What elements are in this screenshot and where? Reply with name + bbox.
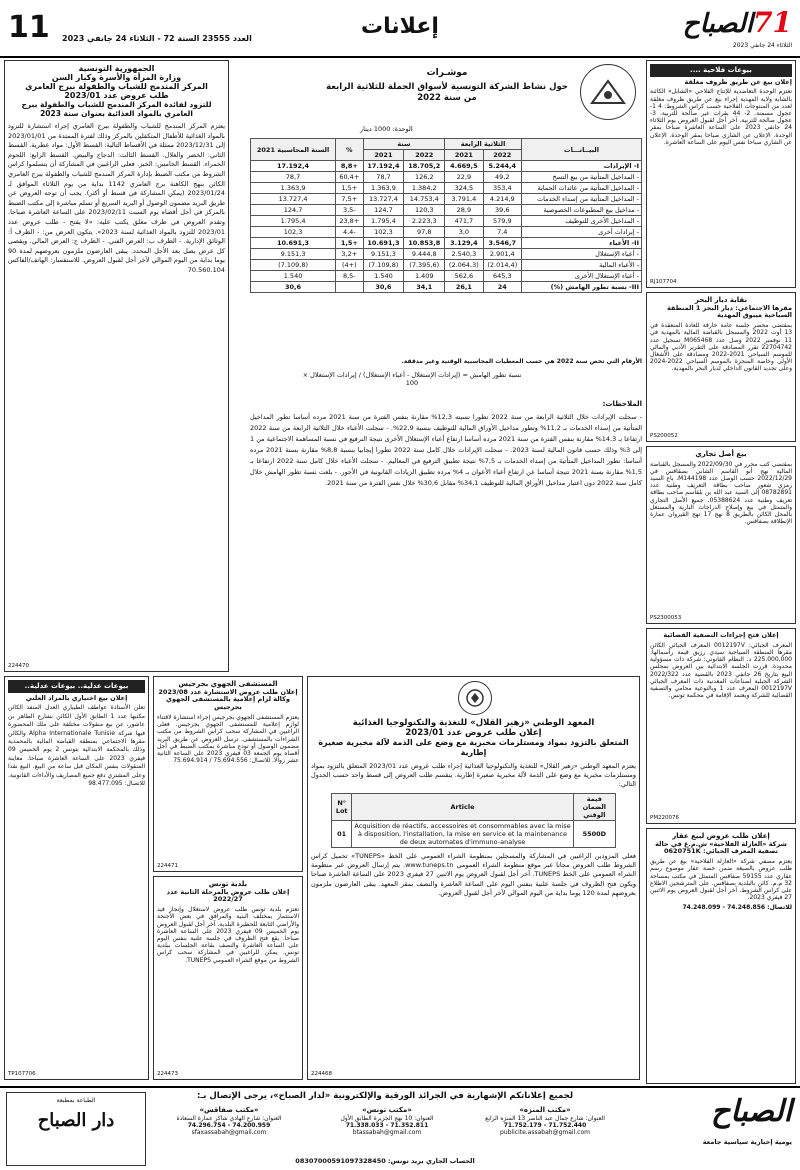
indicator-value: 13.727,4 (363, 194, 404, 205)
right-column (646, 60, 796, 1080)
property-sale-contact: للاتصال: 74.248.856 - 74.248.099 (682, 904, 792, 912)
indicator-value: +1,5 (336, 183, 363, 194)
indicator-value: (7.395,6) (404, 260, 445, 271)
institute-tender-box (307, 676, 640, 1080)
indicator-value: 9.151,3 (251, 249, 336, 260)
indicator-value: 645,3 (483, 271, 521, 282)
indicator-value: 97,8 (404, 227, 445, 238)
indicators-formula: نسبة تطور الهامش = (إيرادات الإستغلال - أعباء الإستغلال) / إيرادات الإستغلال × 100 (302, 371, 522, 387)
indicator-value: (7.109,8) (363, 260, 404, 271)
institute-logo (458, 681, 492, 715)
indicator-value: (+4) (336, 260, 363, 271)
indicator-value: 3.129,4 (445, 238, 483, 249)
footer-print: الطباعة بمطبعة (56, 1097, 96, 1104)
business-sale-text: بمقتضى كتب محرر في 2022/09/30 والمسجل بالقباضة المالية نهج أبو القاسم الشابي بصفاقس في 2022/12/29 حسب الوصل عدد M144198، باع السيد رمزي شعور صاحب بطاقة التعريف وطنية عدد 08782891 إلى السيد عبد الله بن بلقاسم صاحب بطاقة تعريف وطنية عدد 05388624، جميع الأصل التجاري والمتمثل في بيع وإصلاح الدراجات النارية والمستغل بالمحل الكائن بالطريق 8 نهج 17 نهج القيروان عمارة الإنطلاقة بصفاقس. (650, 460, 793, 526)
hospital-box (153, 676, 303, 872)
indicator-value: 102,3 (363, 227, 404, 238)
agri-sale-sub: إعلان بيع عن طريق ظروف مغلقة (684, 77, 792, 86)
indicator-value: 1.409 (404, 271, 445, 282)
indicator-value: 5.244,4 (483, 161, 521, 172)
indicator-value: 124,7 (251, 205, 336, 216)
indicator-value: 9.151,3 (363, 249, 404, 260)
indicator-value: 30,6 (251, 282, 336, 293)
indicator-value: 1.363,9 (363, 183, 404, 194)
page-number: 11 (8, 10, 50, 45)
logo-text: الصباح (682, 9, 754, 39)
agri-sale-title: بيوعات فلاحية .... (650, 64, 792, 77)
newspaper-logo (672, 6, 792, 40)
hospital-sub: إعلان طلب عروض الاستشارة عدد 2023/08 (158, 687, 298, 696)
indicator-value: +23,8 (336, 216, 363, 227)
th-year: سنة (363, 139, 445, 150)
indicator-value: 28,9 (445, 205, 483, 216)
inst-guarantee: 5500D (573, 821, 615, 848)
office2-title: «مكتب تونس» (362, 1106, 412, 1114)
office1-addr: العنوان: شارع جمال عبد الناصر 13 المنزه الرابع (485, 1114, 605, 1122)
th-y-2022: 2022 (404, 150, 445, 161)
ministry-republic: الجمهورية التونسية (78, 64, 155, 73)
office-menzah (470, 1106, 620, 1136)
indicator-value: +1,5 (336, 238, 363, 249)
office2-email[interactable]: btassabah@gmail.com (352, 1129, 422, 1136)
judicial-sale-title: بيوعات عدلية.. بيوعات عدلية.. (8, 680, 145, 693)
indicator-label: II- الأعباء (522, 238, 642, 249)
agri-sale-ref: RJ107704 (650, 279, 677, 285)
footer-tagline: يومية إخبارية سياسية جامعة (702, 1138, 792, 1146)
indicator-value: -8,5 (336, 271, 363, 282)
indicator-value: +3,2 (336, 249, 363, 260)
footer-print2: دار الصباح (37, 1110, 115, 1132)
indicator-label: - المداخيل المتأتية من بيع التسخ (522, 172, 642, 183)
indicator-row (251, 249, 642, 260)
judicial-sale-text: تعلن الأستاذة عواطف الطيباري العدل المنفذ الكائن مكتبها عدد 1 الطابق الأول الكائن بشارع الطاهر بن عاشور، عن بيع منقولات مختلفة على ملك المحضورة فيها شركة Alpha Internationale Tunisie والكائن مقرها الاجتماعي بمنطقة القباضة المالية بالمحمدية وذلك بالمحكمة الابتدائية بتونس 2 يوم الخميس 09 فيفري 2023 على الساعة العاشرة صباحا. معاينة المنقولات بنفس المكان قبل ساعة من البيع. البيع نقدا وعلى المشتري دفع جميع المصاريف والأداءات القانونية. للاتصال: 98.477.095 (8, 704, 146, 788)
institute-table (331, 793, 616, 848)
business-sale-ref: PS2300053 (650, 615, 682, 621)
logo-number: 71 (753, 6, 792, 39)
footer-logo-block (632, 1094, 792, 1147)
inst-th-lot: N° Lot (332, 794, 352, 821)
indicator-value: 2.540,3 (445, 249, 483, 260)
business-sale-box (646, 446, 796, 624)
hospital-title: المستشفى الجهوي بجرجيس (178, 680, 278, 688)
liquidation-text: المعرف الجبائي: 0012197V المعرف الجبائي الكائن مقرها المنطقة السياحية سيدي رزيق قيمة رأسمالها: 225.000,000 د. النظام القانوني: شركة ذات مسؤولية محدودة. قررت الجلسة الابتدائية بين العروض بمجلس البيع بتاريخ 26 جانفي 2023 بالقضية عدد 2022/322 الشركة الجبلية لصناعات المعدنية ذات المعرف الجبائي 0012197V المعرف عدد 1 وبالنوعية محامي والتصفية القضائية للشركة ويعتمد الإقامة في محكمة تونس. (650, 641, 793, 700)
syndicate-ref: PS200052 (650, 433, 678, 439)
th-pct: % (336, 139, 363, 161)
company-logo (580, 64, 636, 120)
syndicate-box (646, 292, 796, 442)
indicator-value: 26,1 (445, 282, 483, 293)
institute-subject: المتعلق بالتزود بمواد ومستلزمات مخبرية مع وضع على الذمة لآلة مخبرية صغيرة إطارية (318, 738, 629, 757)
indicator-value: 126,2 (404, 172, 445, 183)
office-sfax (154, 1106, 304, 1136)
issue-line: العدد 23555 السنة 72 - الثلاثاء 24 جانفي 2023 (62, 34, 252, 43)
indicator-value: +7,5 (336, 194, 363, 205)
indicator-value: 10.853,8 (404, 238, 445, 249)
agri-sale-text: تعتزم الوحدة التعاضدية للإنتاج الفلاحي «الشابل» الكائنة بالشابة ولاية المهدية إجراء بيع عن طريق ظروف مغلقة لعدد من المنتوجات الفلاحية حسب كراس الشروط: 4 1- عجول مسمنة. 2- 44 بقرات غير صالحة للتربية. 3- عجول صالحة للتربية. آخر أجل لقبول العروض يوم الثلاثاء 24 جانفي 2023 على الساعة العاشرة صباحا بمقر الوحدة. الإعلان عن الشاري صباحا بمقر الوحدة. الإعلان عن الشاري صباحا نفس اليوم على الساعة العاشرة. (650, 88, 793, 146)
th-q4: الثلاثية الرابعة (445, 139, 522, 150)
property-sale-sub: شركة «العازلة الفلاحية» ش.م.ع في حالة تصفية المعرف الجبائي: 0620751K (655, 839, 787, 856)
indicator-row (251, 271, 642, 282)
indicator-row (251, 216, 642, 227)
indicator-row (251, 260, 642, 271)
liquidation-box (646, 628, 796, 824)
office2-addr: العنوان: 10 نهج الجزيرة الطابق الأول (340, 1114, 434, 1122)
indicator-value: 10.691,3 (251, 238, 336, 249)
office3-title: «مكتب صفاقس» (199, 1106, 259, 1114)
footer-account: الحساب الجاري بريد تونس: 08307000591097328450 (295, 1157, 475, 1165)
institute-tender-no: إعلان طلب عروض عدد 2023/01 (405, 728, 542, 738)
footer (0, 1086, 800, 1170)
indicator-value: 471,7 (445, 216, 483, 227)
indicator-label: - أعباء الإستغلال (522, 249, 642, 260)
municipality-sub: إعلان طلب عروض بالمرحلة الثانية عدد 2022/27 (166, 887, 290, 904)
indicator-row (251, 282, 642, 293)
institute-text: فعلى المزودين الراغبين في المشاركة والمسجلين بمنظومة الشراء العمومي على الخط «TUNEPS» تحميل كراس الشروط طلب العروض مجانا عبر موقع منظومة الشراء العمومي www.tuneps.tn. يتم إرسال العروض عبر منظومة الشراء العمومي على الخط TUNEPS. آخر أجل لقبول العروض يوم الاثنين 27 فيفري 2023 على الساعة العاشرة صباحا ويكون فتح الظروف في جلسة علنية بنفس اليوم على الساعة العاشرة والنصف بمقر المعهد. يبقى العارضون ملزمون بعروضهم لمدة 120 يوما بداية من اليوم الموالي لآخر أجل لقبول العروض. (311, 852, 636, 897)
liquidation-ref: PM220076 (650, 815, 680, 821)
office3-phone: 74.296.754 - 74.200.959 (187, 1121, 271, 1129)
indicators-note: الأرقام التي تخص سنة 2022 هي حسب المعطيات المحاسبية الوقتية وغير مدققة. (401, 358, 642, 365)
footer-headline: لجميع إعلاناتكم الإشهارية في الجرائد الورقية والإلكترونية «لدار الصباح»، يرجى الإتصال بـ: (196, 1091, 574, 1101)
indicator-value: 3,0 (445, 227, 483, 238)
institute-ref: 224468 (311, 1071, 332, 1077)
ministry-name: وزارة المرأة والأسرة وكبار السن (51, 73, 182, 82)
indicator-value: 1.384,2 (404, 183, 445, 194)
indicator-row (251, 227, 642, 238)
indicator-value: 78,7 (251, 172, 336, 183)
notes-text: - سجلت الإيرادات خلال الثلاثية الرابعة من سنة 2022 تطورا نسبته 12,3% مقارنة بنفس الفترة من سنة 2021 مرده أساسا تطور المداخيل المتأتية من إسداء الخدمات بـ 11,2% وتطور مداخيل الأوراق المالية للتوظيف بنسبة 22,9%. - سجلت الأعباء خلال الثلاثية الرابعة من سنة 2022 ارتفاعا بـ 14,3% مقارنة بنفس الفترة من سنة 2021 مرده أساسا ارتفاع أعباء الإستغلال الأخرى نتيجة الترفيع في نسبة المساهمة الاجتماعية من 1 إلى 3% وذلك حسب قانون المالية لسنة 2023. - سجلت الإيرادات خلال كامل سنة 2022 تطورا إيجابيا بنسبة 8,8% مقارنة بسنة 2021 مرده أساسا: تطور المداخيل المتأتية من إسداء الخدمات بـ 7,5% نتيجة تطبيق الترفيع في المعاليم. - سجلت الأعباء خلال كامل سنة 2022 ارتفاعا بـ 1,5% مقارنة بسنة 2021 نتيجة أساسا عن ارتفاع أعباء الأعوان بـ 4% مرده تطبيق الزيادات القانونية في الأجور. - بلغت نسبة تطور الهامش خلال كامل سنة 2022 دون اعتبار مداخيل الأوراق المالية للتوظيف 34,1% مقابل 30,6% خلال نفس الفترة من سنة 2021. (250, 413, 643, 487)
indicator-value: 13.727,4 (251, 194, 336, 205)
indicator-value: 34,1 (404, 282, 445, 293)
ministry-tender-box (4, 60, 229, 672)
syndicate-text: بمقتضى محضر جلسة عامة خارقة للعادة المنعقدة في 13 أوت 2022 والمسجل بالقباضة المالية بالمهدية في 11 نوفمبر 2022 وصل عدد M065468 تسجيل عدد 22704742 تقرر المصادقة على التقرير الأدبي والمالي للموسم السياحي 2021-2022 ومصادقة على الأشغال الأولى وخاصة المنجزة بالموسم السياحي 2022-2024 وعلى تجديد القانون الداخلي لديار البحر بالمهدية. (650, 322, 793, 373)
property-sale-box (646, 828, 796, 1084)
indicator-value: 1.540 (363, 271, 404, 282)
indicator-value: (2.014,4) (483, 260, 521, 271)
indicator-label: - أعباء الإستغلال الأخرى (522, 271, 642, 282)
hospital-ref: 224471 (157, 863, 178, 869)
indicator-value (336, 282, 363, 293)
indicator-label: - المداخيل الأخرى للتوظيف (522, 216, 642, 227)
ministry-subject: للتزود لفائدة المركز المندمج للشباب والطفولة ببرج العامري بالمواد الغذائية بعنوان سنة 2023 (21, 100, 212, 118)
indicator-value: +8,8 (336, 161, 363, 172)
office1-title: «مكتب المنزه» (519, 1106, 571, 1114)
indicator-value: 1.363,9 (251, 183, 336, 194)
indicator-row (251, 183, 642, 194)
indicator-value: 4.214,9 (483, 194, 521, 205)
office1-phone: 71.752.179 - 71.752.440 (503, 1121, 587, 1129)
indicator-label: - المداخيل المتأتية من عائدات الحماية (522, 183, 642, 194)
footer-print-box (6, 1092, 146, 1166)
th-q4-2021: 2021 (445, 150, 483, 161)
municipality-box (153, 876, 303, 1080)
indicator-row (251, 172, 642, 183)
inst-th-article: Article (352, 794, 573, 821)
institute-table-wrap (331, 793, 616, 848)
property-sale-title: إعلان طلب عروض لبيع عقار (672, 832, 770, 840)
inst-article: Acquisition de réactifs, accessoires et consommables avec la mise à disposition, l'installation, la mise en service et la maintenance de deux automates d'immuno-analyse (352, 821, 573, 848)
municipality-title: بلدية تونس (208, 880, 248, 888)
indicator-value: 3.791,4 (445, 194, 483, 205)
indicator-value: 17.192,4 (251, 161, 336, 172)
indicator-value: 7,4 (483, 227, 521, 238)
indicator-value: 1.795,4 (251, 216, 336, 227)
indicator-value: 562,6 (445, 271, 483, 282)
indicator-value: 102,3 (251, 227, 336, 238)
indicator-value: 18.705,2 (404, 161, 445, 172)
indicator-value: 49,2 (483, 172, 521, 183)
th-q4-2022: 2022 (483, 150, 521, 161)
business-sale-title: بيع أصل تجاري (695, 450, 747, 458)
indicators-title: موشـرات (426, 68, 468, 78)
indicator-value: 2.901,4 (483, 249, 521, 260)
office2-phone: 71.338.033 - 71.352.811 (345, 1121, 429, 1129)
indicator-label: - المداخيل المتأتية من إسداء الخدمات (522, 194, 642, 205)
indicators-body (251, 161, 642, 293)
indicator-value: 120,3 (404, 205, 445, 216)
indicator-label: III- نسبة تطور الهامش (%) (522, 282, 642, 293)
indicator-row (251, 238, 642, 249)
indicator-value: (7.109,8) (251, 260, 336, 271)
ministry-ref: 224470 (8, 663, 29, 669)
indicator-value: 30,6 (363, 282, 404, 293)
indicator-value: 1.540 (251, 271, 336, 282)
section-title: إعلانات (361, 14, 439, 39)
judicial-sale-box (4, 676, 149, 1080)
indicator-label: - إيرادات أخرى (522, 227, 642, 238)
indicator-row (251, 194, 642, 205)
masthead (0, 0, 800, 58)
indicator-value: 39,6 (483, 205, 521, 216)
th-fy2021: السنة المحاسبية 2021 (251, 139, 336, 161)
indicator-value: 2.223,3 (404, 216, 445, 227)
institute-intro: يعتزم المعهد الوطني «زهير القلال» للتغذية والتكنولوجيا الغذائية إجراء طلب عروض عدد 2023/01 المتعلق بالتزود بمواد ومستلزمات مخبرية مع وضع على الذمة لآلة مخبرية صغيرة إطارية. ينقسم طلب العروض إلى قسط واحد حسب الجدول التالي: (311, 762, 636, 788)
indicator-row (251, 161, 642, 172)
office1-email[interactable]: publicite.assabah@gmail.com (500, 1129, 590, 1136)
ministry-text: يعتزم المركز المندمج للشباب والطفولة ببرج العامري إجراء استشارة للتزود بالمواد الغذائية للأطفال المتكفلين بالمركز وذلك لفترة الممتدة من 2023/01/01 إلى 2023/12/31 ممثلة في الأقساط التالية: القسط الأول: مواد عطرية. القسط الثاني: الخضر والغلال. القسط الثالث: الدجاج والبيض. القسط الرابع: اللحوم الحمراء. القسط الخامس: الخبز. فعلى الراغبين في المشاركة أن يتسلموا كراس الشروط من مكتب الضبط بإدارة المركز المندمج للشباب والطفولة ببرج العامري الكائن بنهج الكاهنة برج العامري 1142 بداية من يوم الثلاثاء الموافق لـ 2023/01/24 (يمكن المشاركة في قسط أو أكثر). يجب أن توجه العروض عن طريق البريد مضمون الوصول أو البريد السريع أو تسلم مباشرة إلى مكتب الضبط بالمركز في أجل أقصاه يوم السبت 2023/02/11 على الساعة العاشرة صباحا. وتقدم العروض في ظرف مغلق يكتب عليه: «لا يفتح - طلب عروض عدد 2023/01 للتزود بالمواد الغذائية لسنة 2023». يتكون العرض من: - الظرف أ: الوثائق الإدارية. - الظرف ب: العرض الفني. - الظرف ج: العرض المالي. ويقصى كل عرض يصل بعد الأجل المحدد. يبقى العارضون ملزمون بعروضهم لمدة 90 يوما بداية من اليوم الموالي لآخر أجل لقبول العروض. للاستفسار: الهاتف/الفاكس 70.560.104 (8, 122, 225, 274)
indicator-value: 14.753,4 (404, 194, 445, 205)
judicial-sale-ref: TP107706 (8, 1071, 36, 1077)
indicator-value: 324,5 (445, 183, 483, 194)
liquidation-title: إعلان فتح إجراءات التصفية القضائية (663, 631, 779, 639)
indicators-table-wrap (250, 138, 642, 293)
indicator-value: 124,7 (363, 205, 404, 216)
indicators-subtitle: حول نشاط الشركة التونسية لأسواق الجملة للثلاثية الرابعة من سنة 2022 (326, 82, 568, 103)
indicator-value: 1.795,4 (363, 216, 404, 227)
indicator-value: 17.192,4 (363, 161, 404, 172)
indicator-label: - مداخيل بيع المطبوعات الخصوصية (522, 205, 642, 216)
notes-title: الملاحظات: (602, 400, 642, 408)
indicator-value: 353,4 (483, 183, 521, 194)
indicator-value: -4,4 (336, 227, 363, 238)
municipality-ref: 224473 (157, 1071, 178, 1077)
office-tunis (312, 1106, 462, 1136)
indicators-block (250, 60, 642, 620)
inst-lot: 01 (332, 821, 352, 848)
hospital-text: يعتزم المستشفى الجهوي بجرجيس إجراء استشارة لاقتناء لوازم إعلامية للمستشفى الجهوي بجرجيس. فعلى الراغبين في المشاركة سحب كراس الشروط من مكتب الشراءات بالمستشفى. ترسل العروض عن طريق البريد مضمون الوصول أو تودع مباشرة بمكتب الضبط في أجل أقصاه يوم الجمعة 03 فيفري 2023 على الساعة الثانية عشر زوالا. للاتصال: 75.694.556 / 75.694.914 (157, 713, 299, 765)
syndicate-sub: مقرها الاجتماعي: ديار البحر 1 المنطقة السياحية ميبوق المهدية (666, 303, 792, 320)
indicator-value: 4.669,5 (445, 161, 483, 172)
indicator-value: 24 (483, 282, 521, 293)
indicator-value: 9.444,8 (404, 249, 445, 260)
indicator-value: -3,5 (336, 205, 363, 216)
th-data: البيــانـــات (522, 139, 642, 161)
indicators-table (250, 138, 642, 293)
indicator-value: (2.064,3) (445, 260, 483, 271)
indicators-unit: الوحدة: 1000 دينار (360, 125, 413, 133)
th-y-2021: 2021 (363, 150, 404, 161)
municipality-text: تعتزم بلدية تونس طلب عروض لاستغلال وإنجاز قيد الاستثمار بمختلف البنية والمرافق في بعض الأجنحة والأراضي التابعة للحظيرة البلدية. آخر أجل لقبول العروض يوم الخميس 09 فيفري 2023 على الساعة العاشرة صباحا. يقع فتح الظروف في جلسة علنية بنفس اليوم على الساعة العاشرة والنصف بقاعة الجلسات ببلدية تونس. يمكن للراغبين في المشاركة سحب كراس الشروط من موقع الشراء العمومي TUNEPS. (157, 906, 299, 964)
inst-th-guarantee: قيمة الضمان الوقتي (573, 794, 615, 821)
indicator-row (251, 205, 642, 216)
property-sale-text: يعتزم مصفي شركة «العازلة الفلاحية» بيع عن طريق طلب عروض بالصيغة ضمن حصة عقار موضوع رسم عقاري عدد 59155 صفاقس المتمثل في مكتب بمساحة 32 م.م. كائن بالبلدية بصفاقس. على المترشحين الاطلاع على كراس الشروط. آخر أجل لقبول العروض يوم الاثنين 27 فيفري 2023. (650, 858, 792, 902)
office3-addr: العنوان: شارع الهادي شاكر عمارة السعادة (176, 1114, 282, 1122)
indicator-value: 22,9 (445, 172, 483, 183)
hospital-sub2: وكالة لزام إعلامية بالمستشفى الجهوي بجرجيس (166, 695, 290, 712)
syndicate-title: نقابة ديار البحر (694, 296, 748, 304)
indicator-value: +60,4 (336, 172, 363, 183)
indicator-label: - الأعباء المالية (522, 260, 642, 271)
institute-icon (464, 687, 486, 709)
masthead-date: الثلاثاء 24 جانفي 2023 (732, 42, 792, 49)
indicator-label: I- الإيرادات (522, 161, 642, 172)
institute-org: المعهد الوطني «زهير القلال» للتغذية والتكنولوجيا الغذائية (352, 718, 595, 728)
footer-logo: الصباح (710, 1094, 792, 1129)
indicator-value: 78,7 (363, 172, 404, 183)
judicial-sale-sub: إعلان بيع اختياري بالمزاد العلني (25, 693, 128, 702)
market-icon (588, 77, 628, 107)
ministry-tender-no: طلب عروض عدد 2023/01 (64, 91, 169, 100)
office3-email[interactable]: sfaxassabah@gmail.com (191, 1129, 267, 1136)
indicator-value: 3.546,7 (483, 238, 521, 249)
indicator-value: 10.691,3 (363, 238, 404, 249)
ministry-center: المركز المندمج للشباب والطفولة ببرج العامري (25, 82, 208, 91)
agri-sale-box (646, 60, 796, 288)
indicator-value: 579,9 (483, 216, 521, 227)
